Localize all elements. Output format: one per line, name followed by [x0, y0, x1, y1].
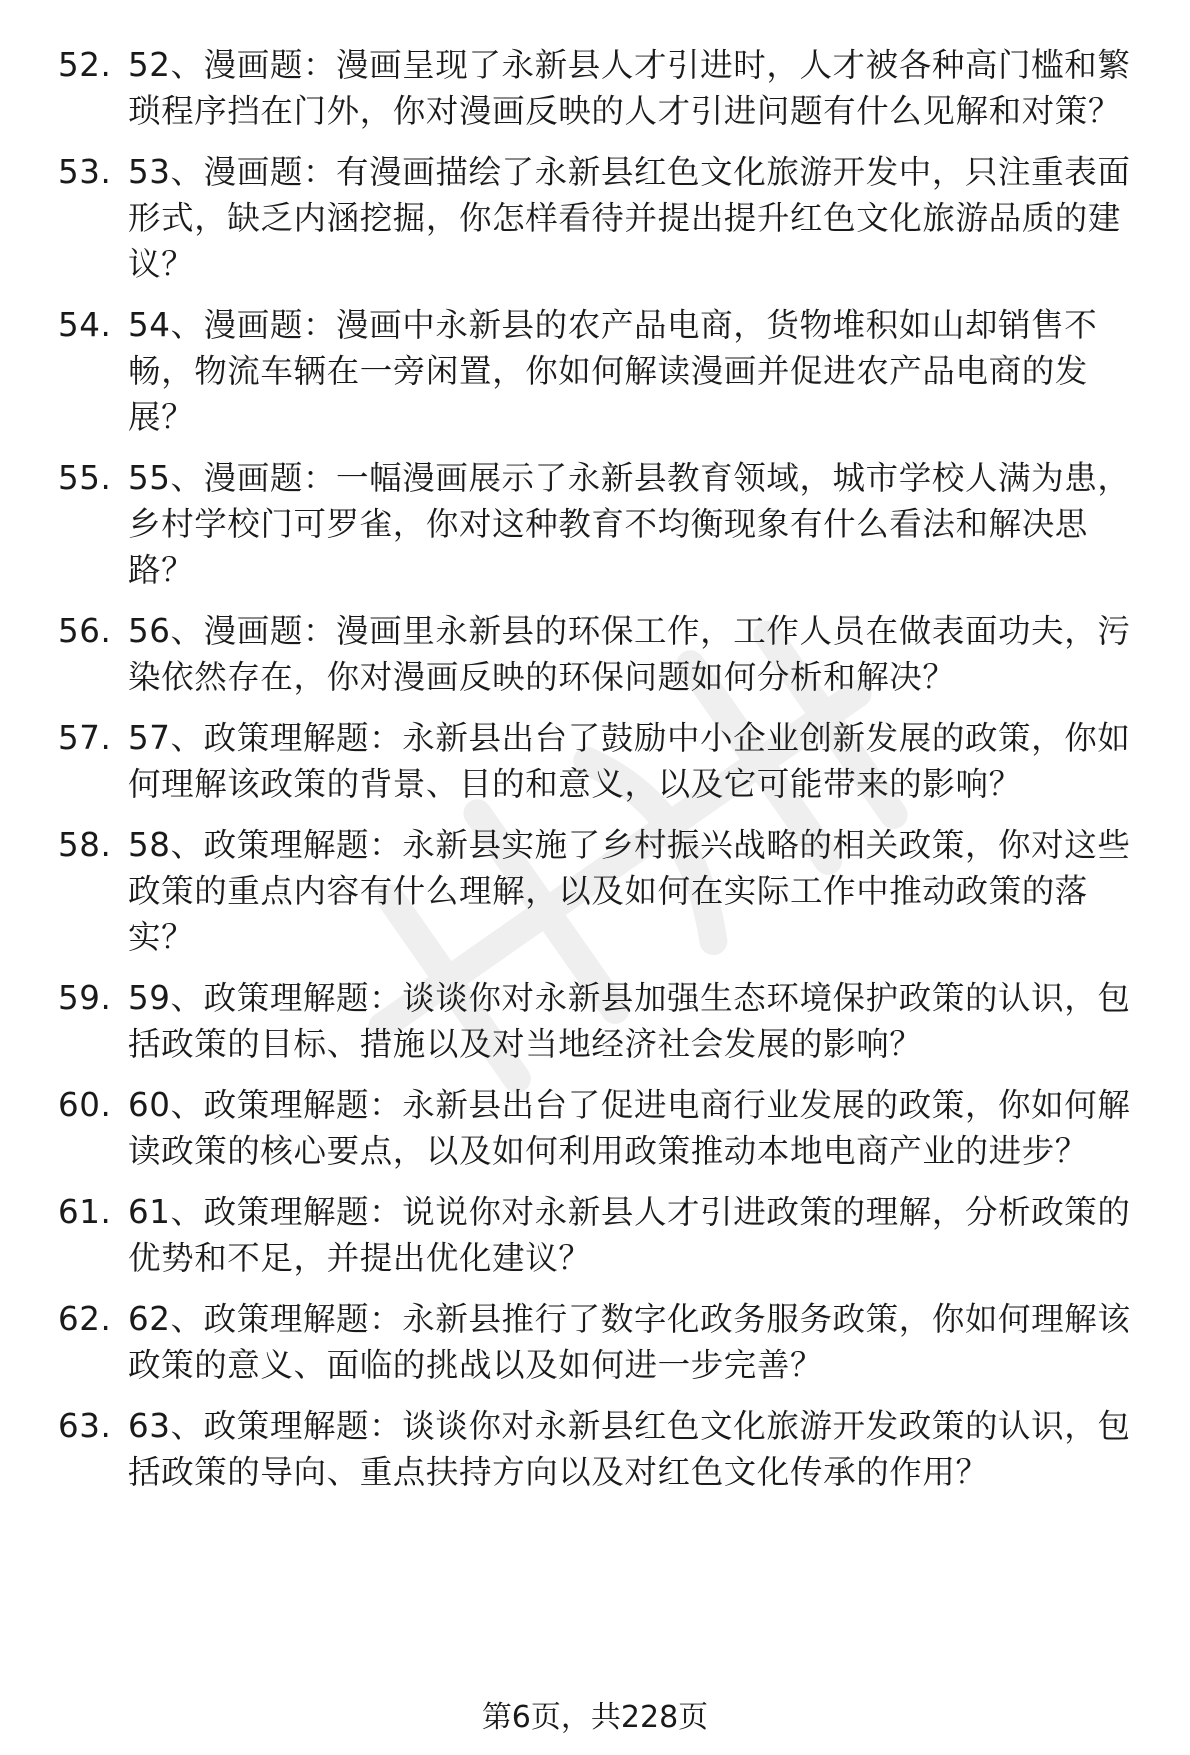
question-text: 59、政策理解题：谈谈你对永新县加强生态环境保护政策的认识，包括政策的目标、措施以及对当地经济社会发展的影响？	[128, 979, 1131, 1063]
question-item	[0, 455, 1190, 593]
question-item	[0, 1189, 1190, 1281]
question-number: 59.	[58, 979, 112, 1017]
question-number: 52.	[58, 46, 112, 84]
question-text: 63、政策理解题：谈谈你对永新县红色文化旅游开发政策的认识，包括政策的导向、重点扶持方向以及对红色文化传承的作用？	[128, 1407, 1131, 1491]
question-number: 61.	[58, 1193, 112, 1231]
question-item	[0, 42, 1190, 134]
question-number: 56.	[58, 612, 112, 650]
question-text: 61、政策理解题：说说你对永新县人才引进政策的理解，分析政策的优势和不足，并提出优化建议？	[128, 1193, 1131, 1277]
question-text: 56、漫画题：漫画里永新县的环保工作，工作人员在做表面功夫，污染依然存在，你对漫画反映的环保问题如何分析和解决？	[128, 612, 1131, 696]
question-text: 53、漫画题：有漫画描绘了永新县红色文化旅游开发中，只注重表面形式，缺乏内涵挖掘，你怎样看待并提出提升红色文化旅游品质的建议？	[128, 153, 1131, 283]
question-item	[0, 149, 1190, 287]
question-text: 55、漫画题：一幅漫画展示了永新县教育领域，城市学校人满为患，乡村学校门可罗雀，你对这种教育不均衡现象有什么看法和解决思路？	[128, 459, 1131, 589]
question-number: 62.	[58, 1300, 112, 1338]
question-item	[0, 822, 1190, 960]
question-number: 53.	[58, 153, 112, 191]
question-text: 58、政策理解题：永新县实施了乡村振兴战略的相关政策，你对这些政策的重点内容有什么理解，以及如何在实际工作中推动政策的落实？	[128, 826, 1131, 956]
question-number: 58.	[58, 826, 112, 864]
question-number: 55.	[58, 459, 112, 497]
question-text: 54、漫画题：漫画中永新县的农产品电商，货物堆积如山却销售不畅，物流车辆在一旁闲置，你如何解读漫画并促进农产品电商的发展？	[128, 306, 1098, 436]
question-item	[0, 608, 1190, 700]
question-text: 57、政策理解题：永新县出台了鼓励中小企业创新发展的政策，你如何理解该政策的背景、目的和意义，以及它可能带来的影响？	[128, 719, 1131, 803]
question-item	[0, 1296, 1190, 1388]
question-text: 60、政策理解题：永新县出台了促进电商行业发展的政策，你如何解读政策的核心要点，以及如何利用政策推动本地电商产业的进步？	[128, 1086, 1131, 1170]
question-item	[0, 302, 1190, 440]
question-text: 62、政策理解题：永新县推行了数字化政务服务政策，你如何理解该政策的意义、面临的挑战以及如何进一步完善？	[128, 1300, 1131, 1384]
question-number: 54.	[58, 306, 112, 344]
page-indicator: 第6页，共228页	[481, 1700, 709, 1735]
question-text: 52、漫画题：漫画呈现了永新县人才引进时，人才被各种高门槛和繁琐程序挡在门外，你对漫画反映的人才引进问题有什么见解和对策？	[128, 46, 1131, 130]
question-item	[0, 1082, 1190, 1174]
question-item	[0, 715, 1190, 807]
question-number: 60.	[58, 1086, 112, 1124]
question-item	[0, 975, 1190, 1067]
question-item	[0, 1403, 1190, 1495]
question-number: 57.	[58, 719, 112, 757]
question-number: 63.	[58, 1407, 112, 1445]
question-list	[0, 42, 1190, 1510]
